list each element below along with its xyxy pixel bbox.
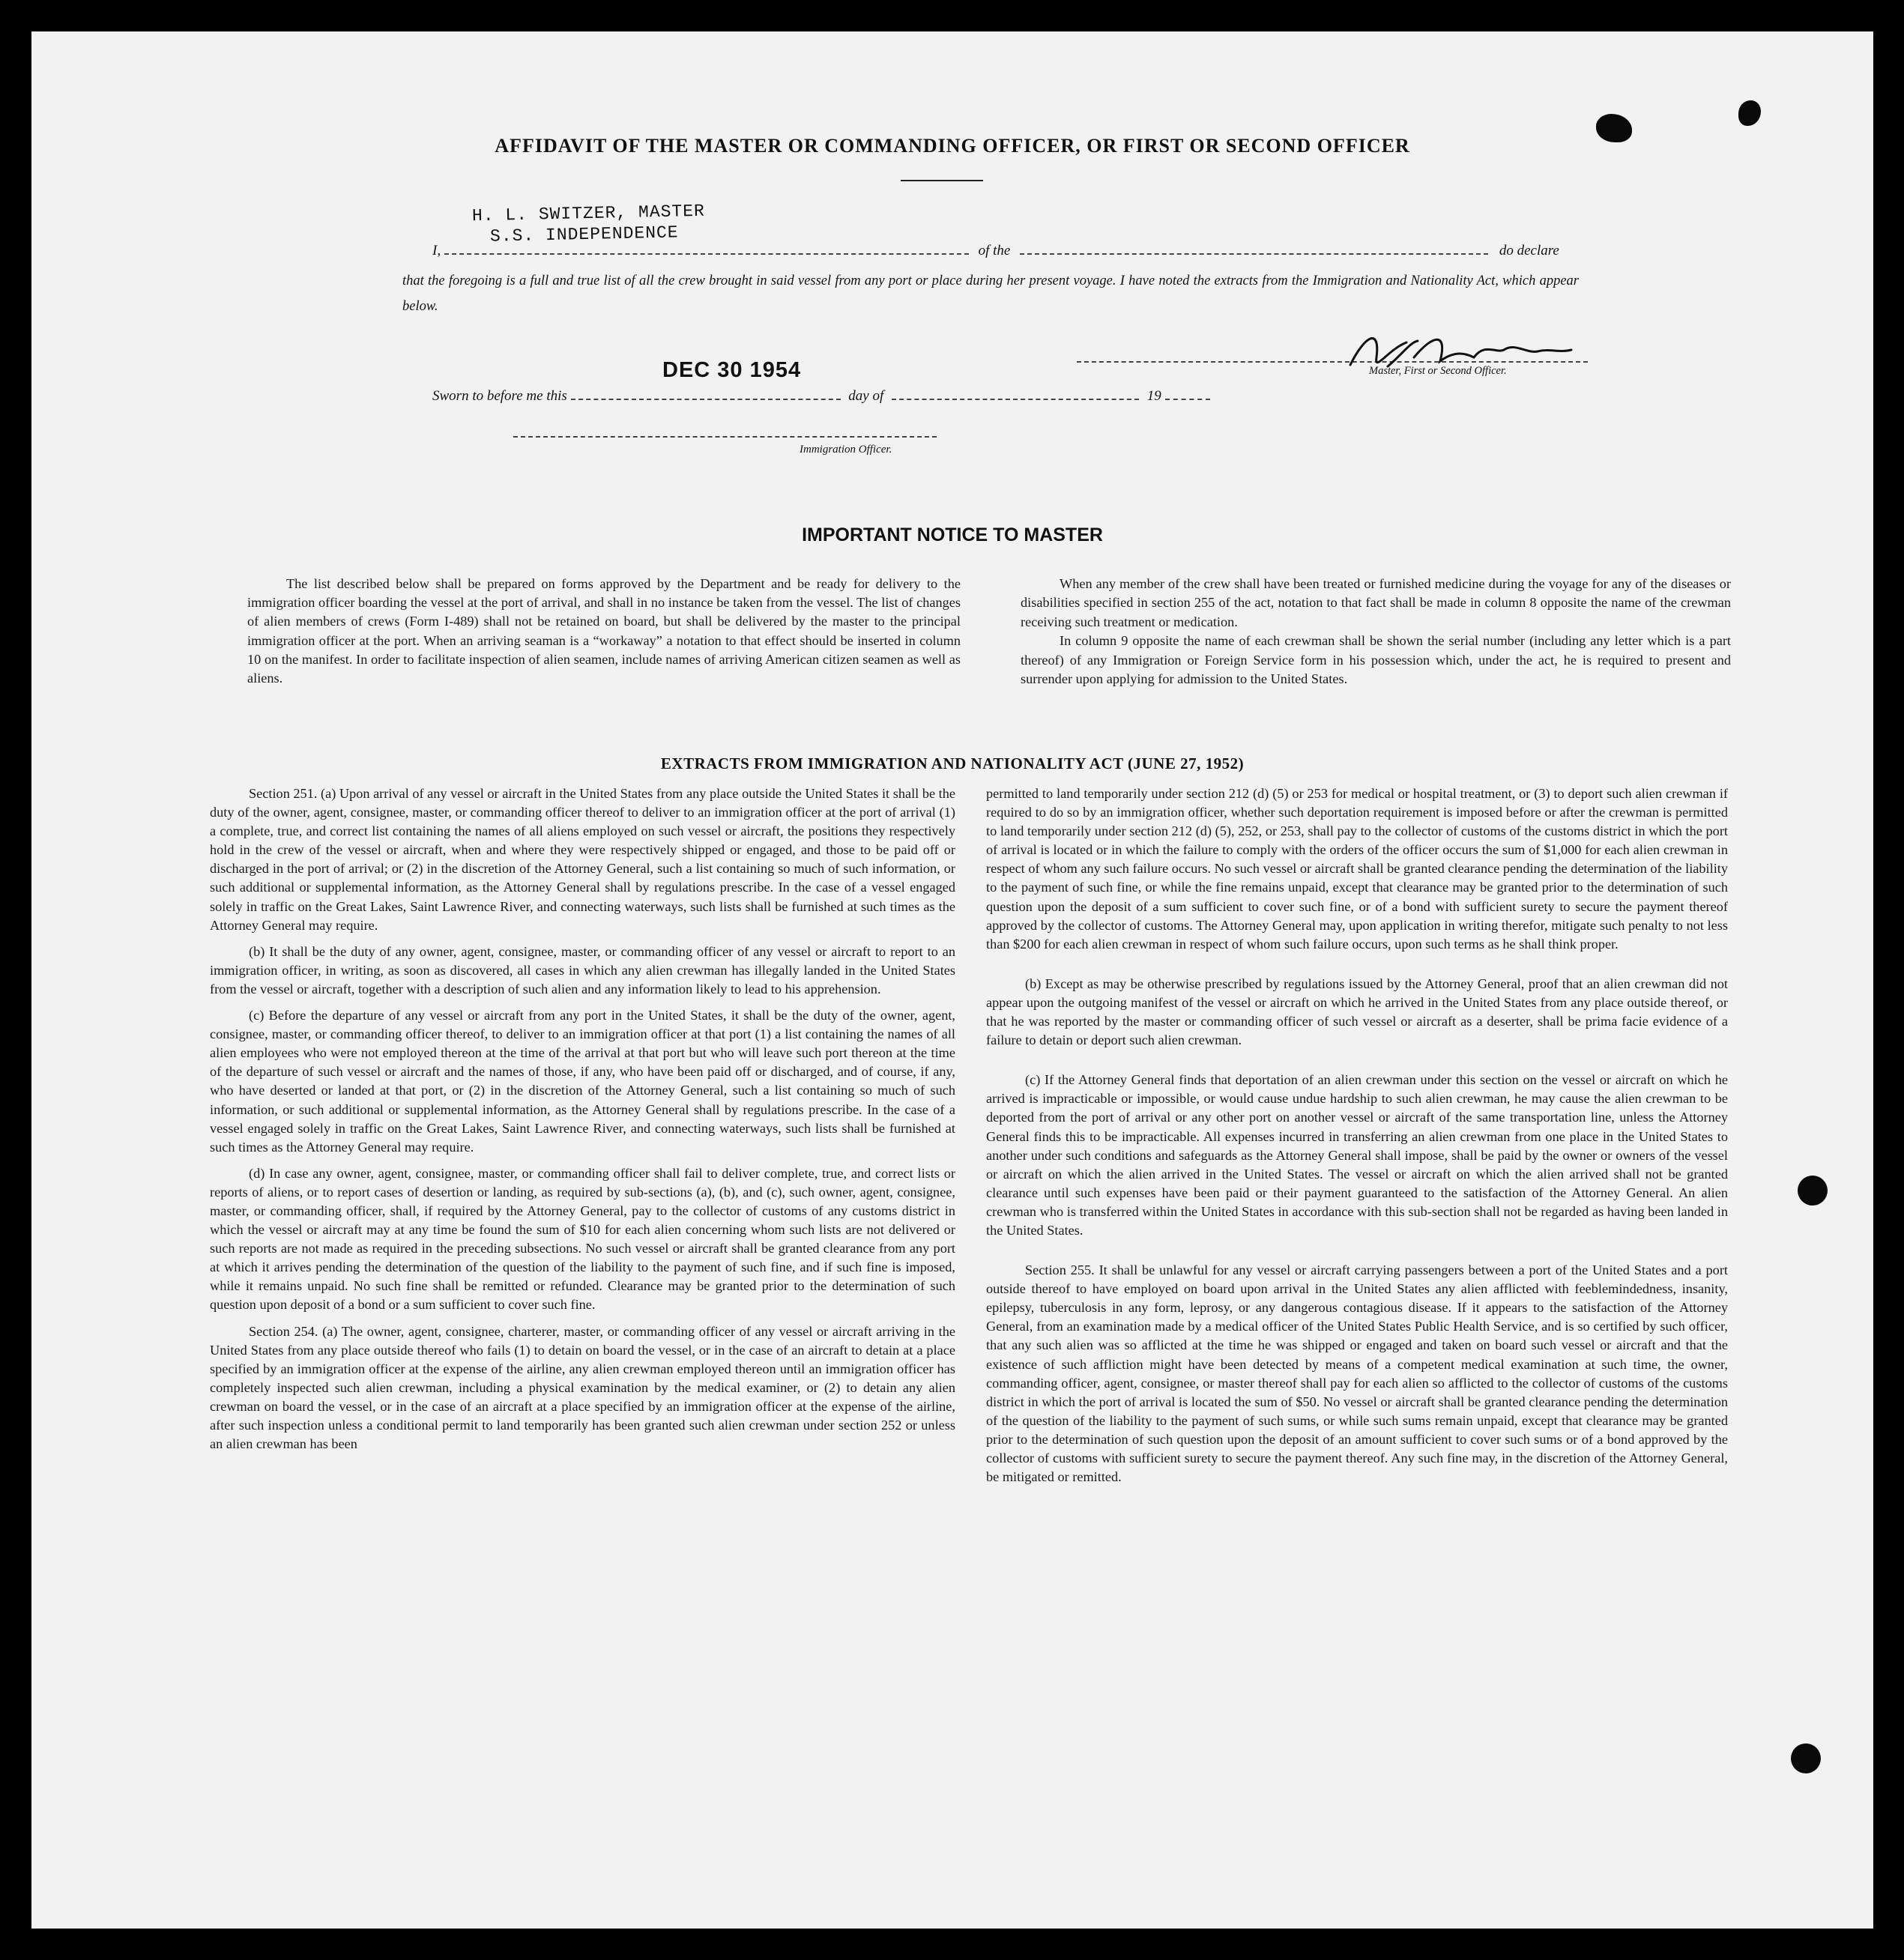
notice-title: IMPORTANT NOTICE TO MASTER [802,524,1103,545]
extract-paragraph: Section 251. (a) Upon arrival of any vessel or aircraft in the United States from any place outside the United States it shall be the duty of the owner, agent, consignee, master, or commanding officer thereof to deliver to an immigration officer at the port of arrival (1) a complete, true, and correct list containing the names of all aliens employed on such vessel or aircraft, the positions they respectively hold in the crew of the vessel or aircraft, when and where they were respectively shipped or engaged, and those to be paid off or discharged in the port of arrival; or (2) in the discretion of the Attorney General, such a list containing so much of such information, or such additional or supplemental information, as the Attorney General shall by regulations prescribe. In the case of a vessel engaged solely in traffic on the Great Lakes, Saint Lawrence River, and connecting waterways, such lists shall be furnished at such times as the Attorney General may require. [210,786,955,933]
sworn-month-blank [892,388,1139,400]
extract-paragraph: (d) In case any owner, agent, consignee, master, or commanding officer shall fail to deliver complete, true, and correct lists or reports of aliens, or to report cases of desertion or landing, as required by sub-sections (a), (b), and (c), such owner, agent, consignee, master, or commanding officer, shall, if required by the Attorney General, pay to the collector of customs of any customs district in which the vessel or aircraft may at any time be found the sum of $10 for each alien concerning whom such lists are not delivered or such reports are not made as required in the preceding subsections. No such vessel or aircraft shall be granted clearance from any port at which it arrives pending the determination of the question of the liability to the payment of such fine, and if such fine is imposed, while it remains unpaid. No such fine shall be remitted or refunded. Clearance may be granted prior to the determination of such question upon deposit of a bond or a sum sufficient to cover such fine. [210,1165,955,1313]
declaration-text: that the foregoing is a full and true list of all the crew brought in said vessel from any port or place during her present voyage. I have noted the extracts from the Immigration and Nationality Act, which appear below. [402,273,1579,314]
extract-paragraph: permitted to land temporarily under section 212 (d) (5) or 253 for medical or hospital treatment, or (3) to deport such alien crewman if required to do so by an immigration officer, whether such deportation requirement is imposed before or after the crewman is permitted to land temporarily under section 212 (d) (5), 252, or 253, shall pay to the collector of customs of the customs district in which the port of arrival is located or in which the failure to comply with the orders of the officer occurs the sum of $1,000 for each alien crewman in respect of whom any such failure occurs. No such vessel or aircraft shall be granted clearance pending the determination of the liability to the payment of such fine, or while the fine remains unpaid, except that clearance may be granted prior to the determination of such question upon the deposit of a sum sufficient to cover such fine, or of a bond with sufficient surety to secure the payment thereof approved by the collector of customs. The Attorney General may, upon application in writing therefor, mitigate such penalty to not less than $200 for each alien crewman in respect of whom such failure occurs, upon such terms as he shall think proper. [986,786,1728,952]
year-label: 19 [1146,388,1161,404]
notice-paragraph: The list described below shall be prepared on forms approved by the Department and be ready for delivery to the immigration officer boarding the vessel at the port of arrival, and shall in no instance be taken from the vessel. The list of changes of alien members of crews (Form I-489) shall not be retained on board, but shall be delivered by the master to the principal immigration officer at the port. When an arriving seaman is a “workaway” a notation to that effect should be inserted in column 10 on the manifest. In order to facilitate inspection of alien seamen, include names of arriving American citizen seamen as well as aliens. [247,576,961,686]
sworn-day-blank [571,388,841,400]
date-stamp: DEC 30 1954 [662,358,802,382]
notice-paragraph: When any member of the crew shall have been treated or furnished medicine during the voyage for any of the diseases or disabilities specified in section 255 of the act, notation to that fact shall be made in column 8 opposite the name of the crewman receiving such treatment or medication. [1021,576,1731,629]
title-rule [901,180,983,181]
name-blank [444,243,969,255]
extracts-right-column [986,784,1728,1494]
day-of-label: day of [848,388,884,404]
declaration-blanks [402,243,1579,259]
punch-hole [1798,1176,1828,1206]
sworn-line [432,388,1210,405]
extract-paragraph: Section 254. (a) The owner, agent, consignee, charterer, master, or commanding officer of any vessel or aircraft arriving in the United States from any place outside thereof who fails (1) to detain on board the vessel, or in the case of an aircraft to detain at a place specified by an immigration officer at the expense of the airline, any alien crewman employed thereon until an immigration officer has completely inspected such alien crewman, including a physical examination by the medical examiner, or (2) to detain any alien crewman on board the vessel, or in the case of an aircraft at a place specified by an immigration officer at the expense of the airline, after such inspection unless a conditional permit to land temporarily has been granted such alien crewman under section 252 or unless an alien crewman has been [210,1323,955,1452]
sworn-label: Sworn to before me this [432,388,567,404]
extracts-title: EXTRACTS FROM IMMIGRATION AND NATIONALITY ACT (JUNE 27, 1952) [660,754,1245,772]
immigration-officer-caption: Immigration Officer. [800,444,892,456]
extract-paragraph: (c) Before the departure of any vessel or aircraft from any port in the United States, it shall be the duty of the owner, agent, consignee, master, or commanding officer thereof, to deliver to an immigration officer at that port (1) a list containing the names of all alien employees who were not employed thereon at the time of the arrival at that port but who will leave such port thereon at the time of the departure of such vessel or aircraft and the names of those, if any, who have been paid off or discharged, and of course, if any, who have deserted or landed at that port, or (2) in the discretion of the Attorney General, such a list containing so much of such information, or such additional or supplemental information, as the Attorney General shall by regulations prescribe. In the case of a vessel engaged solely in traffic on the Great Lakes, Saint Lawrence River, and connecting waterways, such lists shall be furnished at such times as the Attorney General may require. [210,1008,955,1155]
punch-hole [1791,1743,1821,1773]
immigration-officer-line [513,436,937,438]
i-label: I, [432,243,441,258]
notice-paragraph: In column 9 opposite the name of each crewman shall be shown the serial number (including any letter which is a part thereof) of any Immigration or Foreign Service form in his possession which, under the act, he is required to present and surrender upon applying for admission to the United States. [1021,633,1731,687]
signature-caption: Master, First or Second Officer. [1369,365,1507,377]
vessel-blank [1020,243,1488,255]
extract-paragraph: (c) If the Attorney General finds that deportation of an alien crewman under this section on the vessel or aircraft on which he arrived is impracticable or impossible, or would cause undue hardship to such alien crewman, he may cause the alien crewman to be deported from the port of arrival or any other port on another vessel or aircraft of the same transportation line, unless the Attorney General finds this to be impracticable. All expenses incurred in transferring an alien crewman from one place in the United States to another under such conditions and safeguards as the Attorney General shall impose, shall be paid by the owner or owners of the vessel or aircraft on which the alien arrived in the United States. The vessel or aircraft on which the alien arrived shall not be granted clearance until such expenses have been paid or their payment guaranteed to the satisfaction of the Attorney General. An alien crewman who is transferred within the United States in accordance with this sub-section shall not be regarded as having been landed in the United States. [986,1072,1728,1238]
extract-paragraph: Section 255. It shall be unlawful for any vessel or aircraft carrying passengers between a port of the United States and a port outside thereof to have employed on board upon arrival in the United States any alien afflicted with feeblemindedness, insanity, epilepsy, tuberculosis in any form, leprosy, or any dangerous contagious disease. If it appears to the satisfaction of the Attorney General, from an examination made by a medical officer of the United States Public Health Service, and is so certified by such officer, that any such alien was so afflicted at the time he was shipped or engaged and taken on board such vessel or aircraft and that the existence of such affliction might have been detected by means of a competent medical examination at such time, the owner, commanding officer, agent, consignee, or master thereof shall pay for each alien so afflicted to the collector of customs of the customs district in which the port of arrival is located the sum of $50. No vessel or aircraft shall be granted clearance pending the determination of the question of the liability to the payment of such sums, or while such sums remain unpaid, except that clearance may be granted prior to the determination of such question upon the deposit of an amount sufficient to cover such sums or of a bond approved by the collector of customs with sufficient surety to secure the payment thereof. Any such fine may, in the discretion of the Attorney General, be mitigated or remitted. [986,1262,1728,1485]
do-declare-label: do declare [1499,243,1559,258]
extract-paragraph: (b) It shall be the duty of any owner, agent, consignee, master, or commanding officer of any vessel or aircraft to report to an immigration officer, in writing, as soon as discovered, all cases in which any alien crewman has illegally landed in the United States from the vessel or aircraft, together with a description of such alien and any information likely to lead to his apprehension. [210,943,955,996]
document-page [31,31,1873,1929]
notice-right-column [1021,575,1731,696]
ink-blot [1738,100,1761,126]
of-the-label: of the [978,243,1011,258]
extracts-left-column [210,784,955,1461]
extract-paragraph: (b) Except as may be otherwise prescribed by regulations issued by the Attorney General, proof that an alien crewman did not appear upon the outgoing manifest of the vessel or aircraft on which he arrived in the United States from any place outside thereof, or that he was reported by the master or commanding officer of such vessel or aircraft as a deserter, shall be prima facie evidence of a failure to detain or deport such alien crewman. [986,976,1728,1048]
notice-left-column [247,575,961,695]
sworn-year-blank [1165,388,1210,400]
affidavit-title: AFFIDAVIT OF THE MASTER OR COMMANDING OFFICER, OR FIRST OR SECOND OFFICER [495,135,1410,157]
typed-master-name: H. L. SWITZER, MASTER [471,201,706,226]
typed-vessel-name: S.S. INDEPENDENCE [489,223,679,246]
